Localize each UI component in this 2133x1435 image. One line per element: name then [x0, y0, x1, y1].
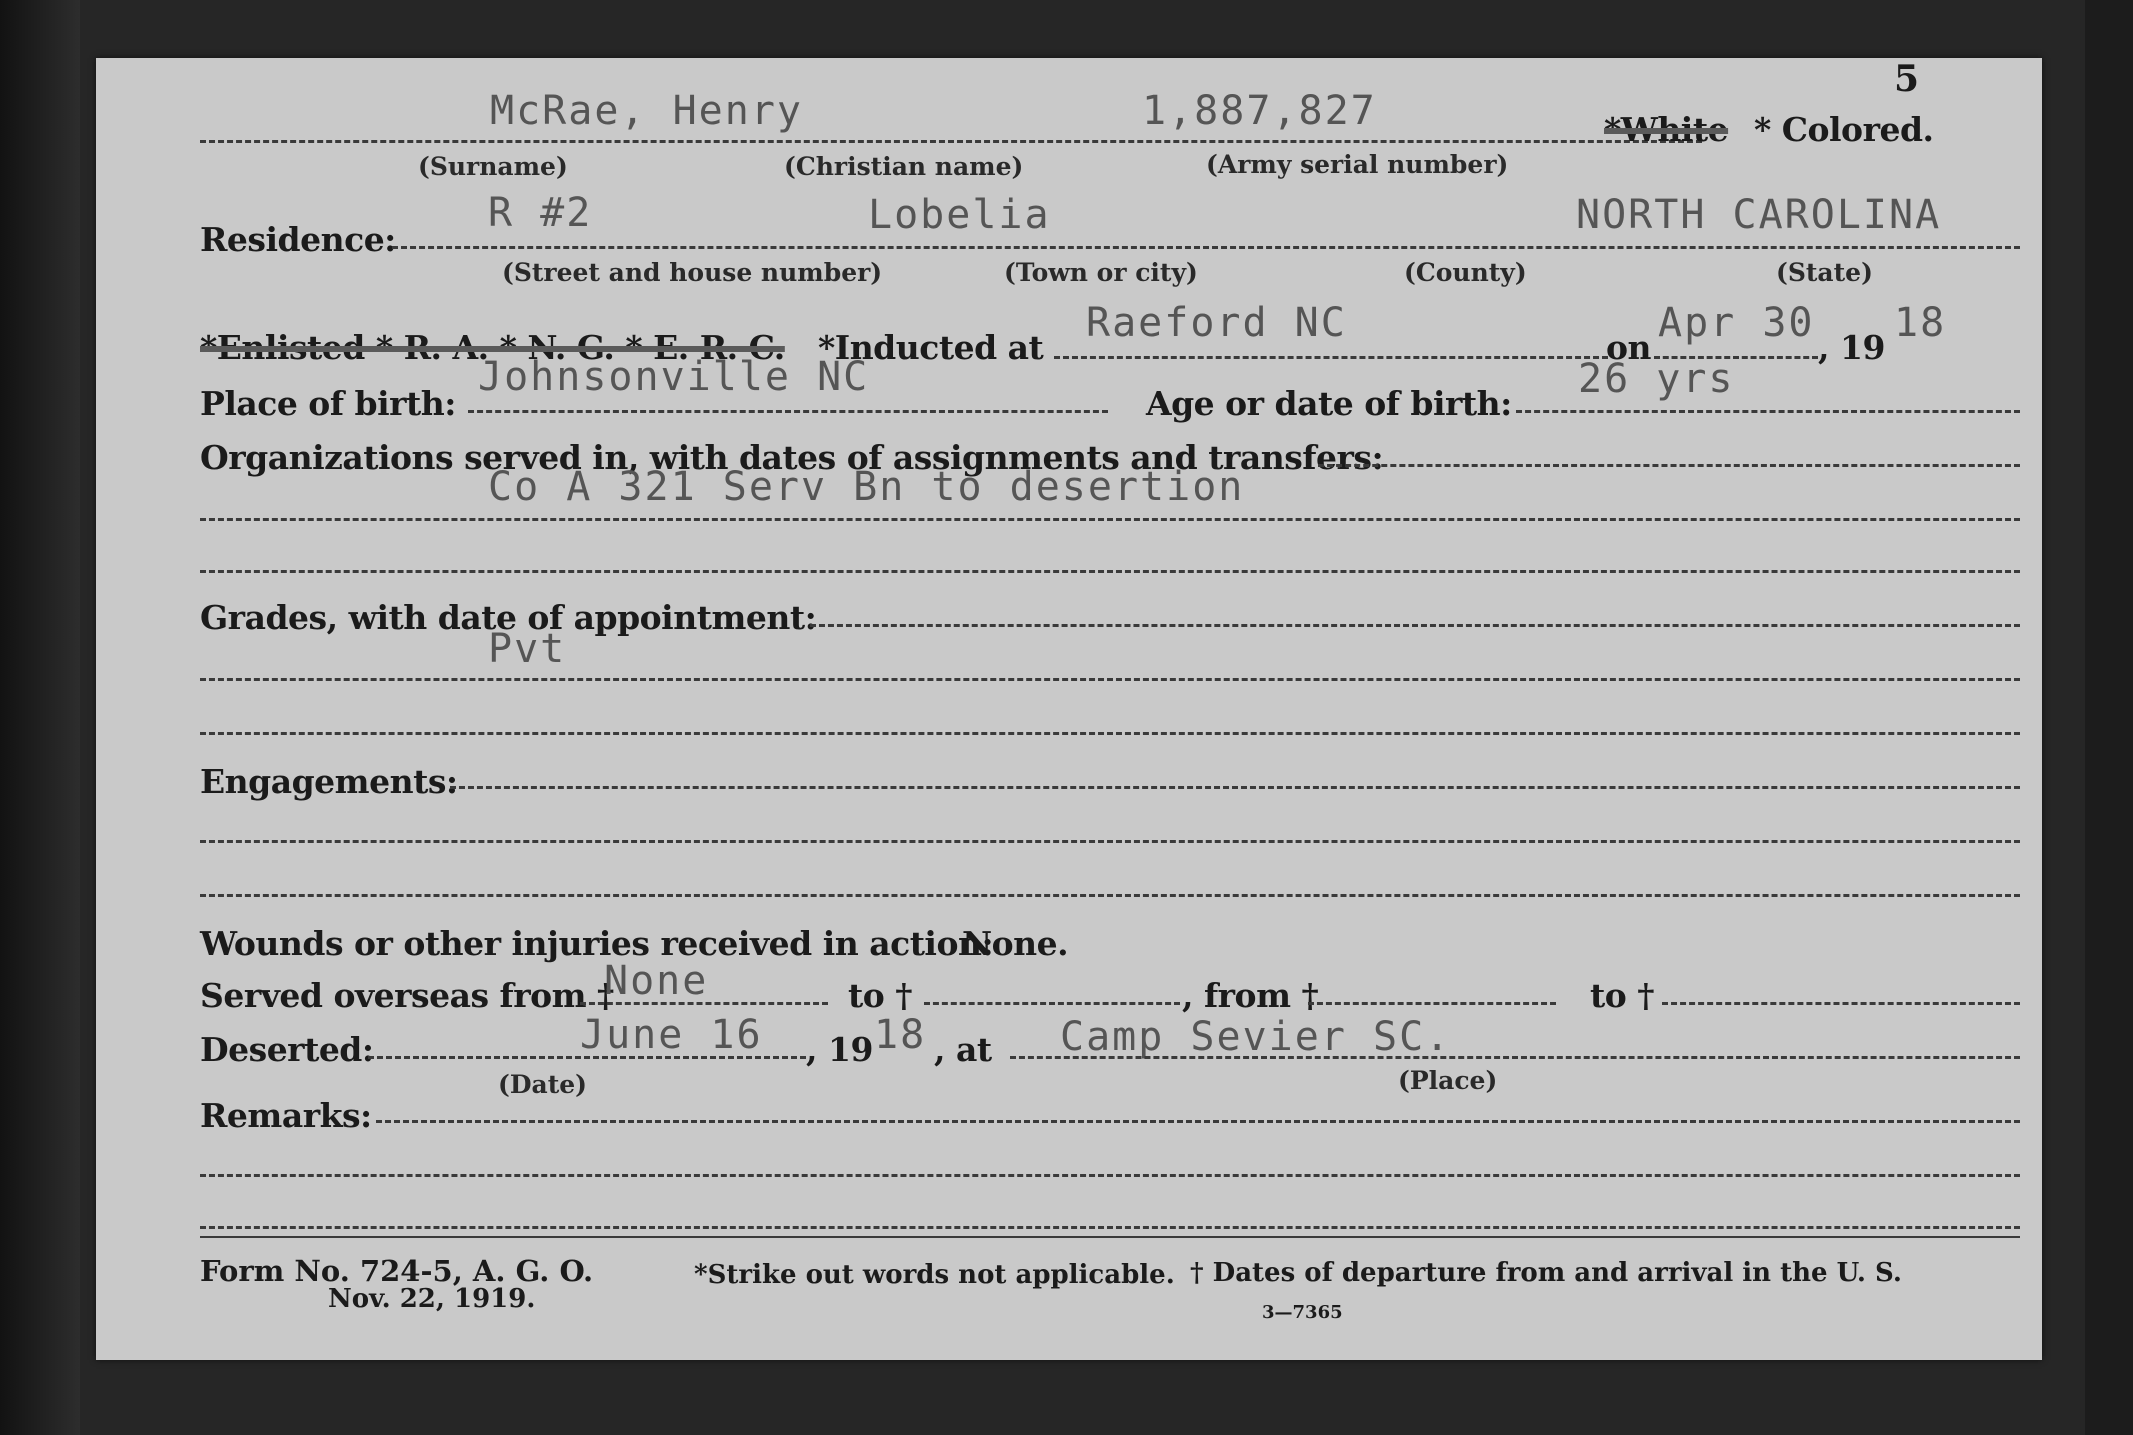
- dagger-note: † Dates of departure from and arrival in the U. S.: [1190, 1258, 1902, 1288]
- scan-left-border: [0, 0, 80, 1435]
- deserted-label: Deserted:: [200, 1030, 374, 1069]
- grades-label: Grades, with date of appointment:: [200, 598, 817, 637]
- deserted-place-line: [1010, 1056, 2020, 1059]
- form-number: Form No. 724-5, A. G. O.: [200, 1254, 594, 1288]
- age-label: Age or date of birth:: [1146, 384, 1512, 423]
- surname-value: McRae, Henry: [490, 88, 803, 134]
- deserted-place-value: Camp Sevier SC.: [1060, 1014, 1452, 1060]
- residence-line: [392, 246, 2020, 249]
- engagements-line-1: [450, 786, 2020, 789]
- overseas-from2-label: , from †: [1182, 976, 1319, 1015]
- grades-value: Pvt: [488, 626, 567, 672]
- on-label: on: [1606, 328, 1652, 367]
- induction-date-value: Apr 30: [1658, 300, 1815, 346]
- race-colored-option: * Colored.: [1754, 110, 1934, 149]
- form-date: Nov. 22, 1919.: [328, 1284, 536, 1314]
- inducted-line: [1054, 356, 1608, 359]
- card-number: 5: [1894, 58, 1919, 100]
- deserted-place-caption: (Place): [1398, 1066, 1498, 1095]
- footer-rule: [200, 1236, 2020, 1238]
- place-of-birth-value: Johnsonville NC: [478, 354, 870, 400]
- christian-name-caption: (Christian name): [784, 152, 1024, 181]
- overseas-to-label: to †: [848, 976, 912, 1015]
- residence-label: Residence:: [200, 220, 396, 259]
- deserted-year-value: 18: [874, 1012, 927, 1058]
- serial-caption: (Army serial number): [1206, 150, 1509, 179]
- street-value: R #2: [488, 190, 593, 236]
- grades-line-3: [200, 732, 2020, 735]
- wounds-value: None.: [962, 924, 1069, 963]
- deserted-date-caption: (Date): [498, 1070, 587, 1099]
- organizations-line-2: [200, 518, 2020, 521]
- organizations-value: Co A 321 Serv Bn to desertion: [488, 464, 1245, 510]
- age-line: [1516, 410, 2020, 413]
- overseas-label: Served overseas from †: [200, 976, 614, 1015]
- inducted-label: *Inducted at: [818, 328, 1044, 367]
- scan-right-border: [2085, 0, 2133, 1435]
- place-of-birth-label: Place of birth:: [200, 384, 456, 423]
- county-caption: (County): [1404, 258, 1527, 287]
- race-white-option: *White: [1604, 110, 1729, 149]
- overseas-from-value: None: [604, 958, 709, 1004]
- overseas-to2-line: [1662, 1002, 2020, 1005]
- print-code: 3—7365: [1262, 1302, 1343, 1323]
- surname-caption: (Surname): [418, 152, 568, 181]
- age-value: 26 yrs: [1578, 356, 1735, 402]
- engagements-line-2: [200, 840, 2020, 843]
- wounds-label: Wounds or other injuries received in action:: [200, 924, 994, 963]
- overseas-to-line: [924, 1002, 1180, 1005]
- organizations-line-1: [1318, 464, 2020, 467]
- place-of-birth-line: [468, 410, 1108, 413]
- remarks-label: Remarks:: [200, 1096, 372, 1135]
- inducted-place-value: Raeford NC: [1086, 300, 1347, 346]
- overseas-from-line: [580, 1002, 828, 1005]
- name-line: [200, 140, 1702, 143]
- remarks-line-2: [200, 1174, 2020, 1177]
- remarks-line-1: [376, 1120, 2020, 1123]
- engagements-label: Engagements:: [200, 762, 458, 801]
- overseas-to2-label: to †: [1590, 976, 1654, 1015]
- deserted-year-prefix: , 19: [806, 1030, 873, 1069]
- induction-year-value: 18: [1894, 300, 1947, 346]
- engagements-line-3: [200, 894, 2020, 897]
- serial-number-value: 1,887,827: [1142, 88, 1377, 134]
- town-value: Lobelia: [868, 192, 1051, 238]
- street-caption: (Street and house number): [502, 258, 883, 287]
- grades-line-2: [200, 678, 2020, 681]
- deserted-at-label: , at: [934, 1030, 992, 1069]
- enlistment-struck-options: *Enlisted * R. A. * N. G. * E. R. C.: [200, 328, 785, 367]
- state-caption: (State): [1776, 258, 1873, 287]
- organizations-label: Organizations served in, with dates of assignments and transfers:: [200, 438, 1384, 477]
- remarks-line-3: [200, 1226, 2020, 1229]
- overseas-from2-line: [1308, 1002, 1556, 1005]
- grades-line-1: [810, 624, 2020, 627]
- organizations-line-3: [200, 570, 2020, 573]
- strike-note: *Strike out words not applicable.: [694, 1260, 1175, 1290]
- town-caption: (Town or city): [1004, 258, 1198, 287]
- state-value: NORTH CAROLINA: [1576, 192, 1942, 238]
- service-record-card: [96, 58, 2042, 1360]
- induction-year-prefix: , 19: [1818, 328, 1885, 367]
- deserted-date-line: [368, 1056, 806, 1059]
- deserted-date-value: June 16: [580, 1012, 763, 1058]
